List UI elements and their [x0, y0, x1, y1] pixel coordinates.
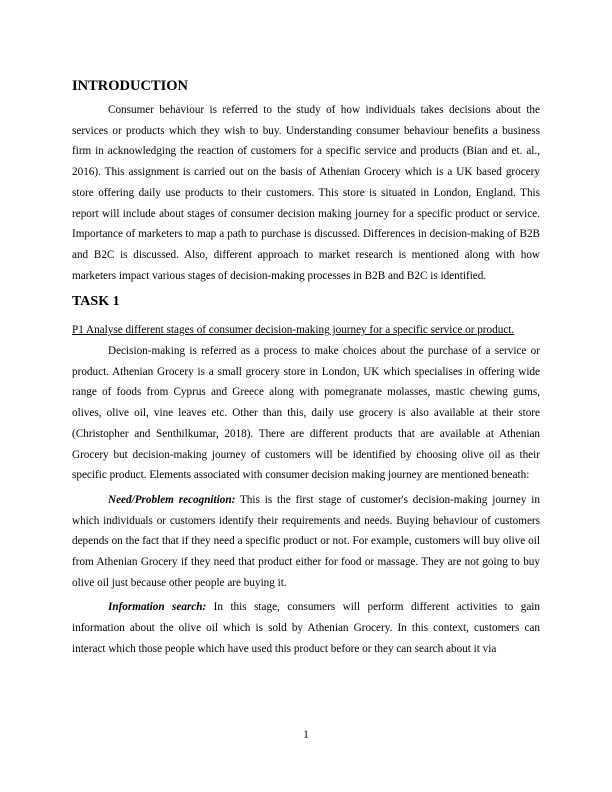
- stage-information-search: [72, 597, 540, 659]
- task1-heading: TASK 1: [72, 294, 120, 310]
- stage-need-recognition: [72, 490, 540, 594]
- introduction-heading: INTRODUCTION: [72, 78, 189, 94]
- stage-text: This is the first stage of customer's decision-making journey in which individuals or customers identify their requirements and needs. Buying behaviour of customers depends on the fact that if they need a specific product or not. For example, customers will buy olive oil from Athenian Grocery if they need that product either for food or massage. They are not going to buy olive oil just because other people are buying it.: [72, 493, 540, 589]
- stage-text: In this stage, consumers will perform different activities to gain information about the olive oil which is sold by Athenian Grocery. In this context, customers can interact which those people which have used this product before or they can search about it via: [72, 601, 540, 655]
- task1-subheading: P1 Analyse different stages of consumer decision-making journey for a specific service or product.: [72, 324, 515, 337]
- page-number: 1: [303, 729, 309, 741]
- introduction-paragraph: Consumer behaviour is referred to the study of how individuals takes decisions about the services or products which they wish to buy. Understanding consumer behaviour benefits a business firm in acknowledging the reaction of customers for a specific service and products (Bian and et. al., 2016). This assignment is carried out on the basis of Athenian Grocery which is a UK based grocery store offering daily use products to their customers. This store is situated in London, England. This report will include about stages of consumer decision making journey for a specific product or service. Importance of marketers to map a path to purchase is discussed. Differences in decision-making of B2B and B2C is discussed. Also, different approach to market research is mentioned along with how marketers impact various stages of decision-making processes in B2B and B2C is identified.: [72, 104, 540, 282]
- stage-term: Need/Problem recognition:: [108, 493, 236, 506]
- task1-paragraph: Decision-making is referred as a process to make choices about the purchase of a service or product. Athenian Grocery is a small grocery store in London, UK which specialises in offering wide range of foods from Cyprus and Greece along with pomegranate molasses, mastic chewing gums, olives, olive oil, vine leaves etc. Other than this, daily use grocery is also available at their store (Christopher and Senthilkumar, 2018). There are different products that are available at Athenian Grocery but decision-making journey of customers will be identified by choosing olive oil as their specific product. Elements associated with consumer decision making journey are mentioned beneath:: [72, 345, 540, 482]
- stage-term: Information search:: [108, 601, 207, 614]
- document-page: [72, 76, 540, 660]
